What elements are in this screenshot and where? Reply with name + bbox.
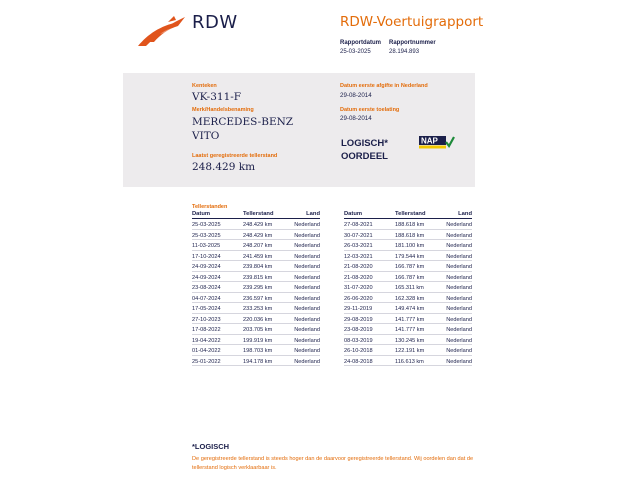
- reading-header: Tellerstand: [243, 211, 274, 217]
- row-country: Nederland: [294, 337, 320, 344]
- footnote-title: *LOGISCH: [192, 442, 230, 451]
- row-country: Nederland: [294, 306, 320, 312]
- report-date-label: Rapportdatum: [340, 40, 381, 46]
- row-country: Nederland: [294, 358, 320, 365]
- row-reading: 194.178 km: [243, 358, 273, 365]
- report-number-value: 28.194.893: [389, 49, 420, 55]
- first-admission-label: Datum eerste toelating: [340, 107, 400, 113]
- table-row: [344, 230, 472, 241]
- table-row: [344, 303, 472, 314]
- table-header: [192, 211, 320, 219]
- row-country: Nederland: [294, 295, 320, 302]
- row-reading: 241.459 km: [243, 253, 273, 260]
- row-reading: 233.253 km: [243, 306, 273, 312]
- row-reading: 248.429 km: [243, 222, 273, 228]
- row-reading: 248.207 km: [243, 243, 273, 249]
- row-country: Nederland: [294, 243, 320, 249]
- row-country: Nederland: [294, 253, 320, 260]
- odometer-table-right: [344, 211, 472, 366]
- table-row: [344, 251, 472, 262]
- row-reading: 188.618 km: [395, 232, 425, 239]
- table-row: [344, 314, 472, 325]
- verdict: [341, 138, 388, 163]
- row-reading: 198.703 km: [243, 348, 273, 354]
- row-country: Nederland: [446, 295, 472, 302]
- row-country: Nederland: [446, 253, 472, 260]
- table-row: [344, 219, 472, 230]
- table-row: [192, 272, 320, 283]
- row-reading: 141.777 km: [395, 316, 425, 323]
- row-date: 29-08-2019: [344, 316, 373, 323]
- row-date: 21-08-2020: [344, 264, 373, 270]
- row-reading: 220.036 km: [243, 316, 273, 323]
- vehicle-summary-panel: [123, 73, 475, 187]
- row-date: 19-04-2022: [192, 337, 221, 344]
- first-registration-nl-value: 29-08-2014: [340, 92, 372, 99]
- row-date: 26-06-2020: [344, 295, 373, 302]
- table-row: [344, 240, 472, 251]
- row-reading: 166.787 km: [395, 274, 425, 281]
- row-reading: 130.245 km: [395, 337, 425, 344]
- row-reading: 141.777 km: [395, 327, 425, 333]
- row-country: Nederland: [446, 232, 472, 239]
- row-reading: 203.705 km: [243, 327, 273, 333]
- first-registration-nl-label: Datum eerste afgifte in Nederland: [340, 83, 428, 89]
- row-reading: 248.429 km: [243, 232, 273, 239]
- row-reading: 149.474 km: [395, 306, 425, 312]
- make-value: MERCEDES-BENZ: [192, 116, 294, 128]
- row-date: 27-08-2021: [344, 222, 373, 228]
- row-date: 31-07-2020: [344, 285, 373, 291]
- row-country: Nederland: [294, 274, 320, 281]
- table-row: [192, 230, 320, 241]
- row-country: Nederland: [294, 327, 320, 333]
- make-label: Merk/Handelsbenaming: [192, 107, 254, 113]
- row-date: 08-03-2019: [344, 337, 373, 344]
- table-row: [192, 261, 320, 272]
- table-row: [192, 314, 320, 325]
- row-reading: 165.311 km: [395, 285, 424, 291]
- row-country: Nederland: [294, 222, 320, 228]
- table-row: [192, 324, 320, 335]
- row-date: 17-08-2022: [192, 327, 221, 333]
- table-row: [192, 335, 320, 346]
- row-reading: 239.295 km: [243, 285, 273, 291]
- row-date: 17-05-2024: [192, 306, 221, 312]
- report-number-label: Rapportnummer: [389, 40, 436, 46]
- row-reading: 239.804 km: [243, 264, 273, 270]
- row-reading: 236.597 km: [243, 295, 273, 302]
- row-date: 26-03-2021: [344, 243, 373, 249]
- row-country: Nederland: [446, 306, 472, 312]
- table-row: [192, 303, 320, 314]
- date-header: Datum: [192, 211, 211, 217]
- odometer-table-left: [192, 211, 320, 366]
- model-value: VITO: [192, 130, 220, 142]
- last-odometer-value: 248.429 km: [192, 161, 256, 173]
- table-row: [344, 272, 472, 283]
- table-row: [192, 345, 320, 356]
- row-country: Nederland: [294, 348, 320, 354]
- row-country: Nederland: [446, 358, 472, 365]
- table-row: [192, 240, 320, 251]
- row-reading: 199.919 km: [243, 337, 273, 344]
- table-row: [344, 335, 472, 346]
- row-reading: 162.328 km: [395, 295, 425, 302]
- row-date: 17-10-2024: [192, 253, 221, 260]
- rdw-logo-icon: [138, 16, 186, 48]
- row-reading: 166.787 km: [395, 264, 425, 270]
- table-row: [344, 345, 472, 356]
- row-date: 04-07-2024: [192, 295, 221, 302]
- row-reading: 122.191 km: [395, 348, 425, 354]
- footnote-text: De geregistreerde tellerstand is steeds hoger dan de daarvoor geregistreerde tellerstand. Wij oordelen dan dat de tellerstand logisch verklaarbaar is.: [192, 456, 474, 471]
- row-reading: 116.613 km: [395, 358, 424, 365]
- row-date: 26-10-2018: [344, 348, 373, 354]
- verdict-line-1: LOGISCH*: [341, 138, 388, 149]
- row-date: 23-08-2019: [344, 327, 373, 333]
- row-country: Nederland: [446, 264, 472, 270]
- row-date: 27-10-2023: [192, 316, 221, 323]
- odometer-section-title: Tellerstanden: [192, 204, 228, 210]
- table-row: [344, 282, 472, 293]
- row-country: Nederland: [446, 327, 472, 333]
- row-country: Nederland: [446, 274, 472, 281]
- row-date: 24-08-2018: [344, 358, 373, 365]
- row-country: Nederland: [446, 285, 472, 291]
- country-header: Land: [306, 211, 320, 217]
- table-row: [192, 282, 320, 293]
- row-country: Nederland: [446, 316, 472, 323]
- row-date: 24-09-2024: [192, 274, 221, 281]
- row-reading: 181.100 km: [395, 243, 425, 249]
- plate-label: Kenteken: [192, 83, 217, 89]
- reading-header: Tellerstand: [395, 211, 426, 217]
- row-date: 23-08-2024: [192, 285, 221, 291]
- report-date-value: 25-03-2025: [340, 49, 371, 55]
- row-country: Nederland: [446, 348, 472, 354]
- row-country: Nederland: [294, 285, 320, 291]
- row-country: Nederland: [294, 264, 320, 270]
- table-row: [344, 261, 472, 272]
- row-date: 01-04-2022: [192, 348, 221, 354]
- table-row: [344, 324, 472, 335]
- row-reading: 179.544 km: [395, 253, 425, 260]
- table-row: [192, 293, 320, 304]
- row-date: 29-11-2019: [344, 306, 373, 312]
- verdict-line-2: OORDEEL: [341, 150, 388, 162]
- row-country: Nederland: [446, 243, 472, 249]
- table-row: [192, 251, 320, 262]
- row-date: 25-03-2025: [192, 232, 221, 239]
- row-reading: 188.618 km: [395, 222, 425, 228]
- row-country: Nederland: [446, 337, 472, 344]
- row-country: Nederland: [294, 232, 320, 239]
- nap-logo-icon: [419, 136, 455, 149]
- plate-value: VK-311-F: [192, 91, 242, 103]
- row-date: 25-03-2025: [192, 222, 221, 228]
- table-row: [192, 219, 320, 230]
- row-date: 25-01-2022: [192, 358, 221, 365]
- report-title: RDW-Voertuigrapport: [340, 14, 484, 30]
- row-country: Nederland: [294, 316, 320, 323]
- row-date: 11-03-2025: [192, 243, 221, 249]
- table-row: [192, 356, 320, 367]
- row-date: 12-03-2021: [344, 253, 373, 260]
- svg-text:NAP: NAP: [421, 136, 438, 146]
- country-header: Land: [458, 211, 472, 217]
- row-date: 21-08-2020: [344, 274, 373, 281]
- date-header: Datum: [344, 211, 363, 217]
- row-country: Nederland: [446, 222, 472, 228]
- row-reading: 239.815 km: [243, 274, 273, 281]
- first-admission-value: 29-08-2014: [340, 115, 372, 122]
- table-header: [344, 211, 472, 219]
- table-row: [344, 356, 472, 367]
- table-row: [344, 293, 472, 304]
- rdw-wordmark: RDW: [192, 12, 238, 33]
- last-odometer-label: Laatst geregistreerde tellerstand: [192, 153, 278, 159]
- row-date: 30-07-2021: [344, 232, 373, 239]
- row-date: 24-09-2024: [192, 264, 221, 270]
